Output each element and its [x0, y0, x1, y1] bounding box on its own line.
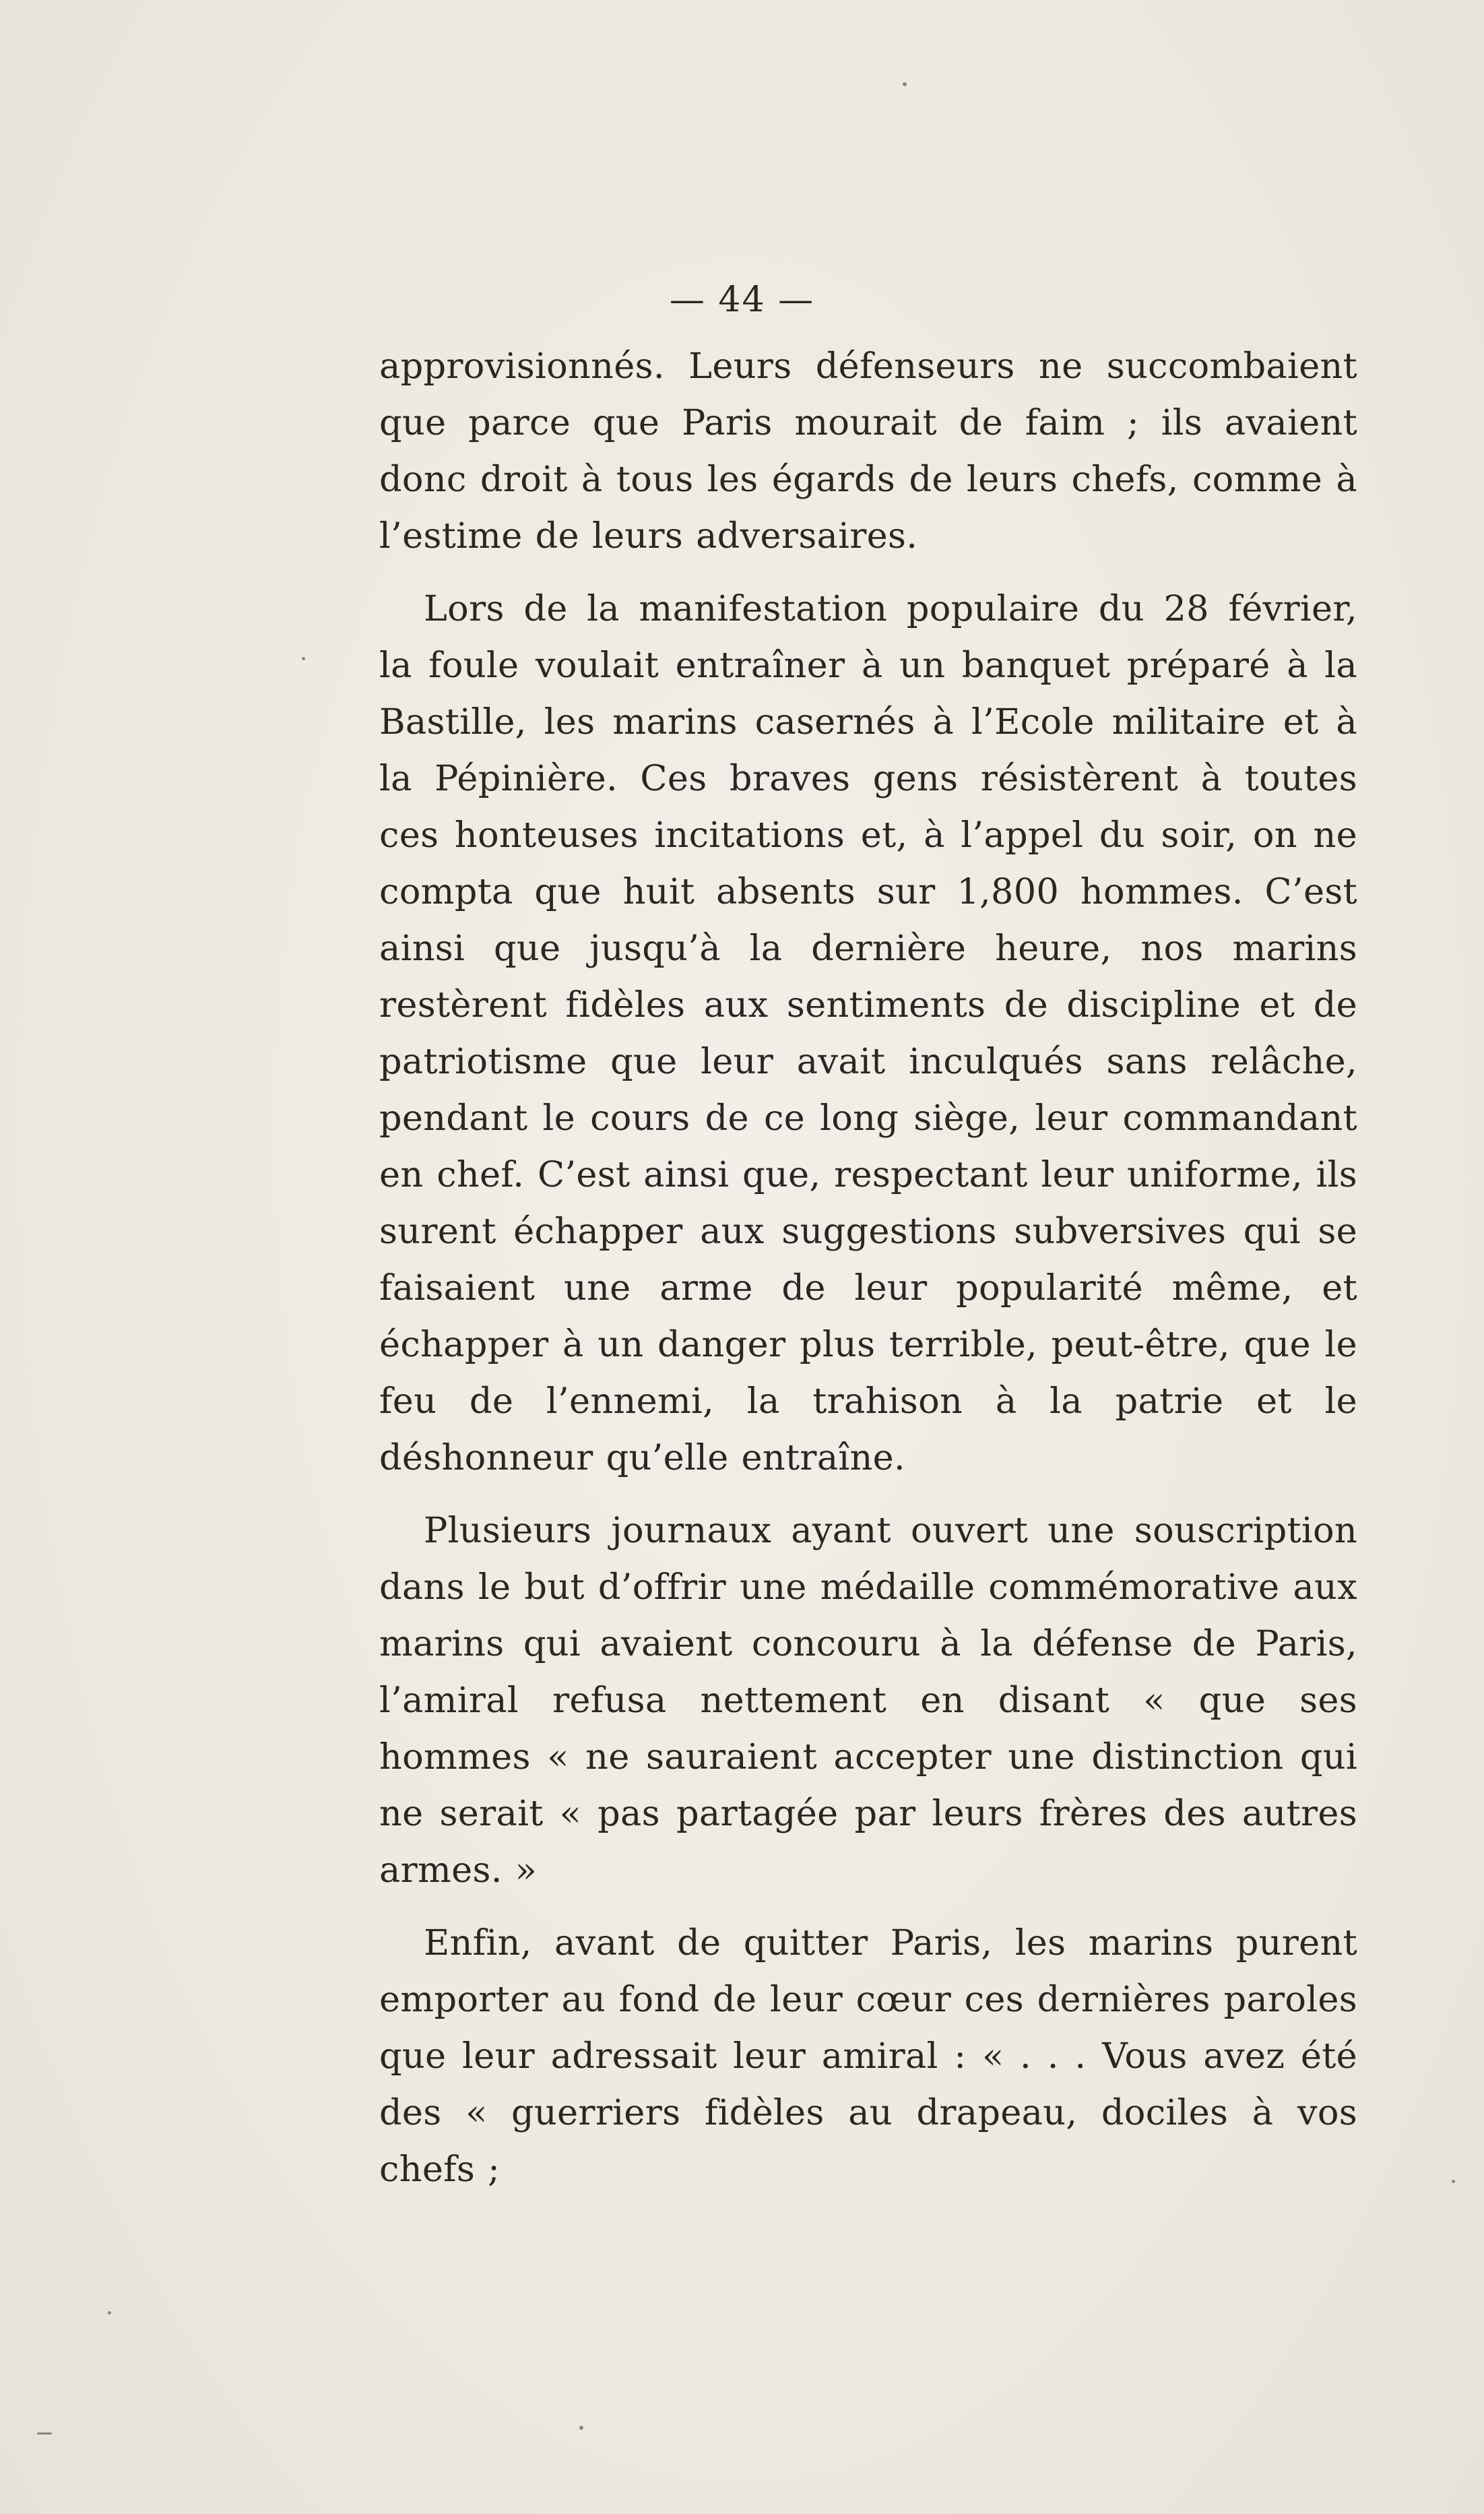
- page-number: — 44 —: [669, 280, 815, 320]
- paper-speck: [1452, 2180, 1455, 2183]
- paper-speck: [903, 82, 907, 86]
- paper-speck: [302, 657, 305, 660]
- paper-speck: [108, 2311, 111, 2315]
- paper-speck: [579, 2426, 583, 2430]
- paragraph-3: Plusieurs journaux ayant ouvert une souscription dans le but d’offrir une médaille commémorative aux marins qui avaient concouru à la défense de Paris, l’amiral refusa nettement en disant « que ses hommes « ne sauraient accepter une distinction qui ne serait « pas partagée par leurs frères des autres armes. »: [379, 1510, 1357, 1891]
- paragraph-1: approvisionnés. Leurs défenseurs ne succombaient que parce que Paris mourait de faim ; ils avaient donc droit à tous les égards de leurs chefs, comme à l’estime de leurs adversaires.: [379, 346, 1357, 557]
- body-text: [379, 338, 1357, 2198]
- paragraph-2: Lors de la manifestation populaire du 28 février, la foule voulait entraîner à un banquet préparé à la Bastille, les marins casernés à l’Ecole militaire et à la Pépinière. Ces braves gens résistèrent à toutes ces honteuses incitations et, à l’appel du soir, on ne compta que huit absents sur 1,800 hommes. C’est ainsi que jusqu’à la dernière heure, nos marins restèrent fidèles aux sentiments de discipline et de patriotisme que leur avait inculqués sans relâche, pendant le cours de ce long siège, leur commandant en chef. C’est ainsi que, respectant leur uniforme, ils surent échapper aux suggestions subversives qui se faisaient une arme de leur popularité même, et échapper à un danger plus terrible, peut-être, que le feu de l’ennemi, la trahison à la patrie et le déshonneur qu’elle entraîne.: [379, 588, 1357, 1478]
- paragraph-4: Enfin, avant de quitter Paris, les marins purent emporter au fond de leur cœur ces dernières paroles que leur adressait leur amiral : « . . . Vous avez été des « guerriers fidèles au drapeau, dociles à vos chefs ;: [379, 1922, 1357, 2190]
- paper-speck: [37, 2432, 52, 2434]
